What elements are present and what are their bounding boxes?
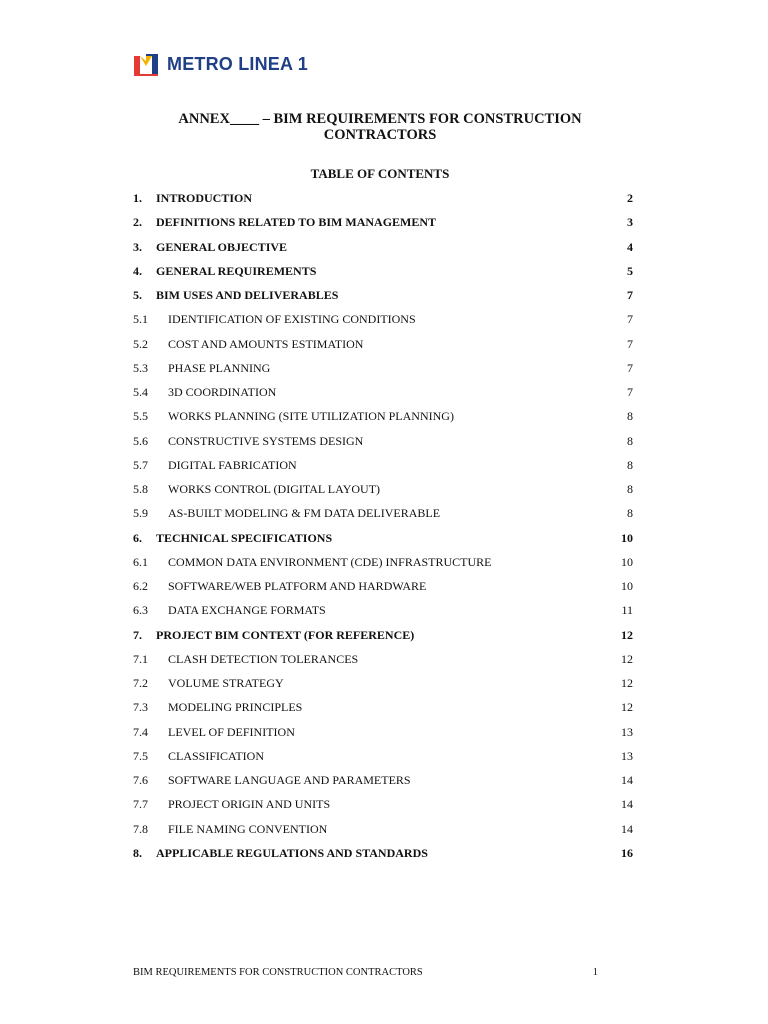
- toc-entry-page: 8: [627, 434, 633, 448]
- toc-entry-label: WORKS CONTROL (DIGITAL LAYOUT): [168, 482, 381, 496]
- toc-entry-number: 7.3: [133, 700, 148, 714]
- toc-entry[interactable]: [133, 724, 633, 740]
- toc-entry-page: 12: [621, 628, 633, 642]
- toc-entry[interactable]: [133, 311, 633, 327]
- toc-entry-number: 8.: [133, 846, 142, 860]
- toc-entry-number: 5.6: [133, 434, 148, 448]
- toc-entry[interactable]: [133, 360, 633, 376]
- toc-entry-label: SOFTWARE LANGUAGE AND PARAMETERS: [168, 773, 411, 787]
- toc-entry[interactable]: [133, 263, 633, 279]
- toc-entry[interactable]: [133, 505, 633, 521]
- toc-entry-label: MODELING PRINCIPLES: [168, 700, 303, 714]
- toc-entry-label: CLASSIFICATION: [168, 749, 265, 763]
- toc-entry-page: 3: [627, 215, 633, 229]
- logo-text: METRO LINEA 1: [167, 53, 308, 74]
- toc-entry-page: 7: [627, 361, 633, 375]
- toc-entry-label: LEVEL OF DEFINITION: [168, 725, 295, 739]
- toc-entry[interactable]: [133, 554, 633, 570]
- toc-entry-label: CONSTRUCTIVE SYSTEMS DESIGN: [168, 434, 364, 448]
- toc-entry-page: 7: [627, 312, 633, 326]
- toc-entry-label: BIM USES AND DELIVERABLES: [156, 288, 339, 302]
- toc-entry-page: 13: [621, 725, 633, 739]
- toc-entry-page: 8: [627, 482, 633, 496]
- toc-entry-label: COST AND AMOUNTS ESTIMATION: [168, 337, 364, 351]
- toc-entry-number: 7.: [133, 628, 142, 642]
- toc-entry-page: 12: [621, 676, 633, 690]
- toc-entry-number: 7.5: [133, 749, 148, 763]
- title-line-1: ANNEX____ – BIM REQUIREMENTS FOR CONSTRUCTION: [178, 111, 582, 127]
- toc-entry-number: 5.2: [133, 337, 148, 351]
- toc-entry[interactable]: [133, 433, 633, 449]
- toc-entry[interactable]: [133, 530, 633, 546]
- toc-entry[interactable]: [133, 796, 633, 812]
- metro-logo: [133, 52, 308, 76]
- toc-entry-number: 1.: [133, 191, 142, 205]
- toc-entry[interactable]: [133, 214, 633, 230]
- toc-entry[interactable]: [133, 578, 633, 594]
- toc-entry-label: SOFTWARE/WEB PLATFORM AND HARDWARE: [168, 579, 427, 593]
- toc-entry-number: 7.1: [133, 652, 148, 666]
- toc-entry[interactable]: [133, 651, 633, 667]
- toc-entry-label: 3D COORDINATION: [168, 385, 277, 399]
- toc-entry-page: 8: [627, 458, 633, 472]
- toc-entry-page: 10: [621, 531, 633, 545]
- toc-entry-page: 10: [621, 555, 633, 569]
- toc-entry-number: 7.8: [133, 822, 148, 836]
- toc-entry-page: 8: [627, 409, 633, 423]
- toc-entry[interactable]: [133, 821, 633, 837]
- toc-entry-label: COMMON DATA ENVIRONMENT (CDE) INFRASTRUCTURE: [168, 555, 492, 569]
- toc-entry[interactable]: [133, 408, 633, 424]
- toc-entry-page: 14: [621, 822, 633, 836]
- footer-page-number: 1: [592, 967, 598, 978]
- toc-entry[interactable]: [133, 748, 633, 764]
- toc-entry-number: 5.9: [133, 506, 148, 520]
- toc-entry-number: 5.: [133, 288, 142, 302]
- toc-entry-label: VOLUME STRATEGY: [168, 676, 284, 690]
- toc-entry-page: 13: [621, 749, 633, 763]
- footer-text: BIM REQUIREMENTS FOR CONSTRUCTION CONTRACTORS: [133, 967, 423, 978]
- toc-entry-label: PROJECT BIM CONTEXT (FOR REFERENCE): [156, 628, 415, 642]
- toc-entry[interactable]: [133, 384, 633, 400]
- toc-entry-number: 6.3: [133, 603, 148, 617]
- toc-entry-label: PROJECT ORIGIN AND UNITS: [168, 797, 331, 811]
- toc-entry-label: DEFINITIONS RELATED TO BIM MANAGEMENT: [156, 215, 437, 229]
- toc-entry-page: 16: [621, 846, 633, 860]
- toc-entry-page: 2: [627, 191, 633, 205]
- toc-entry[interactable]: [133, 772, 633, 788]
- toc-entry[interactable]: [133, 190, 633, 206]
- toc-entry-number: 2.: [133, 215, 142, 229]
- toc-entry-number: 6.2: [133, 579, 148, 593]
- toc-entry-page: 7: [627, 337, 633, 351]
- toc-entry-number: 7.7: [133, 797, 148, 811]
- toc-entry-label: CLASH DETECTION TOLERANCES: [168, 652, 359, 666]
- toc-entry-number: 5.7: [133, 458, 148, 472]
- toc-entry-number: 7.2: [133, 676, 148, 690]
- toc-entry-page: 7: [627, 385, 633, 399]
- toc-entry[interactable]: [133, 239, 633, 255]
- toc-entry-page: 14: [621, 797, 633, 811]
- toc-entry[interactable]: [133, 336, 633, 352]
- toc-entry-label: WORKS PLANNING (SITE UTILIZATION PLANNING): [168, 409, 454, 423]
- toc-entry-page: 14: [621, 773, 633, 787]
- toc-entry-label: TECHNICAL SPECIFICATIONS: [156, 531, 333, 545]
- toc-entry-page: 11: [621, 603, 633, 617]
- toc-entry-label: INTRODUCTION: [156, 191, 253, 205]
- toc-entry[interactable]: [133, 287, 633, 303]
- toc-entry-number: 3.: [133, 240, 142, 254]
- toc-entry-number: 7.6: [133, 773, 148, 787]
- toc-entry-label: GENERAL REQUIREMENTS: [156, 264, 317, 278]
- toc-entry-label: GENERAL OBJECTIVE: [156, 240, 288, 254]
- toc-entry-label: PHASE PLANNING: [168, 361, 271, 375]
- toc-entry-number: 5.3: [133, 361, 148, 375]
- toc-entry[interactable]: [133, 481, 633, 497]
- toc-entry-label: DIGITAL FABRICATION: [168, 458, 297, 472]
- title-line-2: CONTRACTORS: [323, 127, 437, 143]
- toc-entry-page: 8: [627, 506, 633, 520]
- toc-entry[interactable]: [133, 602, 633, 618]
- toc-heading: TABLE OF CONTENTS: [310, 166, 450, 181]
- toc-entry-number: 5.1: [133, 312, 148, 326]
- toc-entry[interactable]: [133, 675, 633, 691]
- toc-entry-page: 5: [627, 264, 633, 278]
- toc-entry-label: AS-BUILT MODELING & FM DATA DELIVERABLE: [168, 506, 441, 520]
- toc-entry-label: DATA EXCHANGE FORMATS: [168, 603, 326, 617]
- toc-entry[interactable]: [133, 845, 633, 861]
- document-title: [140, 111, 620, 143]
- toc-entry-page: 4: [627, 240, 633, 254]
- toc-entry-label: APPLICABLE REGULATIONS AND STANDARDS: [156, 846, 428, 860]
- toc-entry[interactable]: [133, 627, 633, 643]
- toc-entry-number: 7.4: [133, 725, 148, 739]
- toc-entry-label: IDENTIFICATION OF EXISTING CONDITIONS: [168, 312, 416, 326]
- toc-entry-number: 6.: [133, 531, 142, 545]
- page-footer: [133, 967, 598, 978]
- toc-entry-page: 10: [621, 579, 633, 593]
- toc-entry[interactable]: [133, 699, 633, 715]
- metro-logo-icon: [133, 52, 159, 76]
- toc-entry[interactable]: [133, 457, 633, 473]
- toc-entry-number: 5.5: [133, 409, 148, 423]
- toc-entry-number: 5.8: [133, 482, 148, 496]
- toc-entry-number: 5.4: [133, 385, 148, 399]
- toc-entry-label: FILE NAMING CONVENTION: [168, 822, 328, 836]
- toc-entry-page: 7: [627, 288, 633, 302]
- toc-entry-page: 12: [621, 700, 633, 714]
- toc-entry-number: 6.1: [133, 555, 148, 569]
- toc-entry-page: 12: [621, 652, 633, 666]
- toc-entry-number: 4.: [133, 264, 142, 278]
